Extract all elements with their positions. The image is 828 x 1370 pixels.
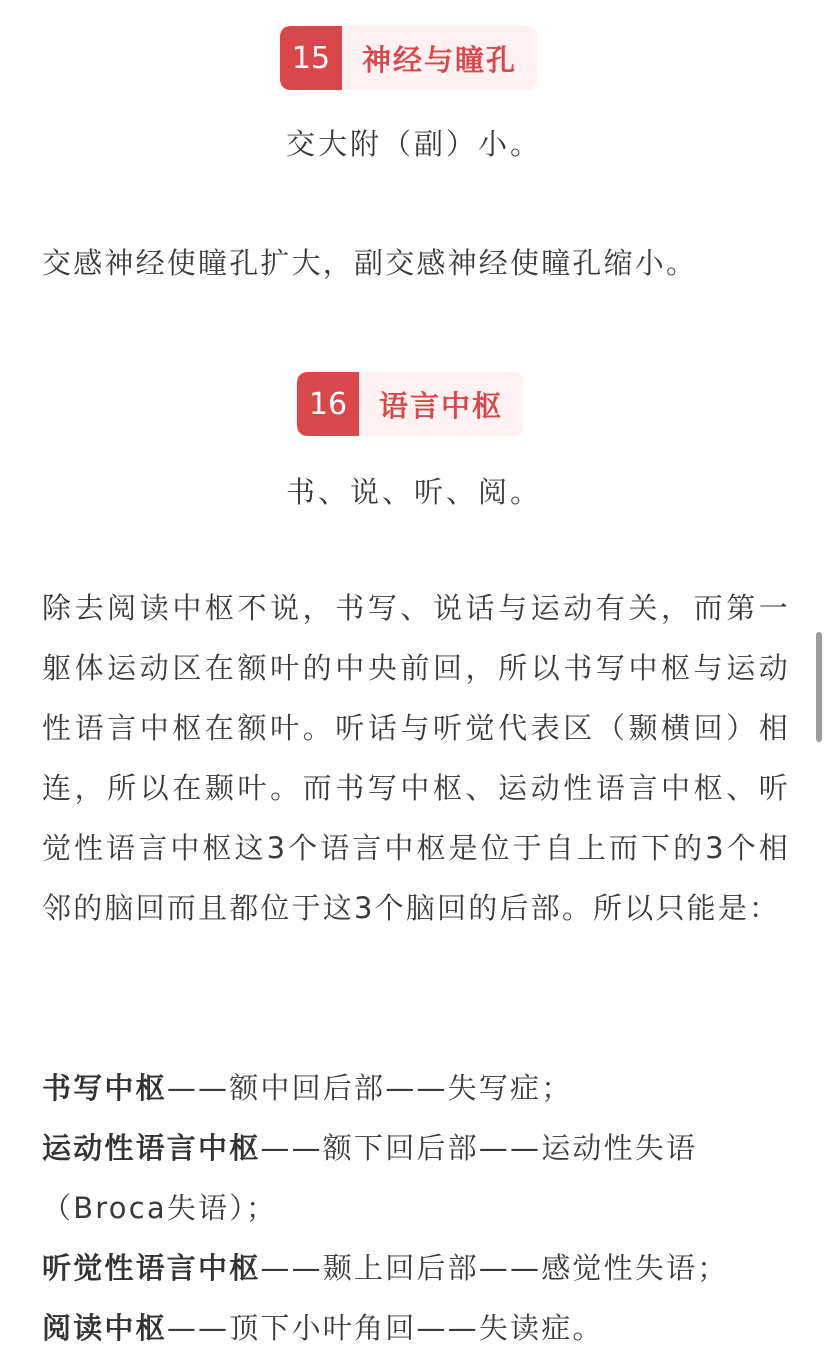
- list-item-name: 阅读中枢: [42, 1311, 167, 1345]
- list-item-motor-speech-center: [42, 1118, 790, 1238]
- list-item-detail: ——顶下小叶角回——失读症。: [166, 1311, 604, 1345]
- section-15-number: 15: [280, 26, 342, 90]
- scrollbar-thumb[interactable]: [816, 632, 822, 742]
- list-item-writing-center: [42, 1058, 790, 1118]
- list-item-reading-center: [42, 1298, 790, 1358]
- section-15-explanation: 交感神经使瞳孔扩大，副交感神经使瞳孔缩小。: [42, 246, 698, 280]
- list-item-detail: ——额下回后部——运动性失语（Broca失语）；: [42, 1131, 698, 1225]
- section-16-mnemonic: 书、说、听、阅。: [285, 475, 542, 509]
- section-16-number: 16: [297, 372, 359, 436]
- list-item-detail: ——额中回后部——失写症；: [166, 1071, 573, 1105]
- list-item-name: 书写中枢: [42, 1071, 167, 1105]
- section-16-badge: [297, 372, 523, 436]
- section-15-mnemonic: 交大附（副）小。: [285, 127, 542, 161]
- section-15-badge: [280, 26, 537, 90]
- section-16-explanation: 除去阅读中枢不说，书写、说话与运动有关，而第一躯体运动区在额叶的中央前回，所以书写中枢与运动性语言中枢在额叶。听话与听觉代表区（颞横回）相连，所以在颞叶。而书写中枢、运动性语言中枢、听觉性语言中枢这3个语言中枢是位于自上而下的3个相邻的脑回而且都位于这3个脑回的后部。所以只能是：: [42, 591, 790, 925]
- section-15-title: 神经与瞳孔: [362, 42, 518, 77]
- list-item-auditory-speech-center: [42, 1238, 790, 1298]
- list-item-detail: ——颞上回后部——感觉性失语；: [260, 1251, 729, 1285]
- list-item-name: 听觉性语言中枢: [42, 1251, 261, 1285]
- list-item-name: 运动性语言中枢: [42, 1131, 261, 1165]
- section-16-title: 语言中枢: [379, 388, 504, 423]
